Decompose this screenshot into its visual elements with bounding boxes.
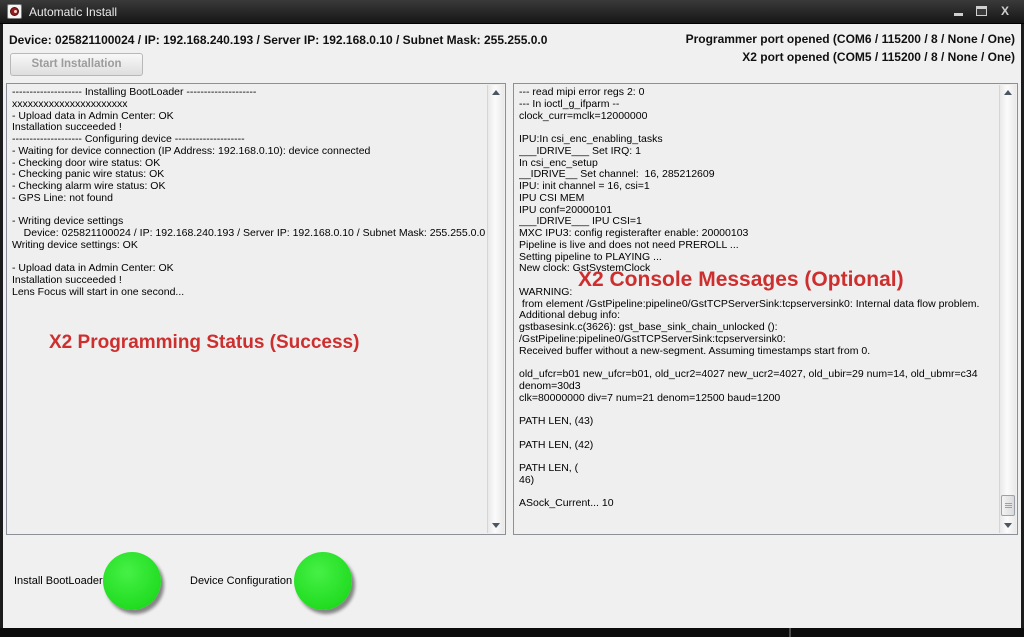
title-bar[interactable] [0,0,1024,24]
programming-status-annotation: X2 Programming Status (Success) [49,332,360,353]
app-icon [7,4,22,19]
close-button[interactable]: X [1000,4,1009,18]
log-line: Installation succeeded ! [12,122,122,134]
log-line: Setting pipeline to PLAYING ... [519,251,662,263]
triangle-up-icon [1004,90,1012,95]
scrollbar-thumb[interactable] [1001,495,1015,516]
log-line [519,451,999,463]
log-line: MXC IPU3: config registerafter enable: 20000103 [519,228,749,239]
log-line: - GPS Line: not found [12,192,113,204]
programmer-port-status: Programmer port opened (COM6 / 115200 / 8 / None / One) [685,32,1015,46]
log-line: - Upload data in Admin Center: OK [12,110,174,122]
console-log-panel[interactable] [513,83,1018,535]
device-configuration-label: Device Configuration [190,575,293,587]
log-line: denom=30d3 [519,380,581,392]
console-log-content [515,85,999,533]
console-log-scrollbar[interactable] [999,85,1016,533]
log-line: IPU conf=20000101 [519,204,613,216]
log-line: xxxxxxxxxxxxxxxxxxxxxx [12,98,128,110]
maximize-button[interactable] [973,4,991,19]
install-bootloader-status-indicator [103,552,161,610]
log-line: IPU CSI MEM [519,192,585,204]
log-line [519,487,999,499]
log-line: Additional debug info: [519,310,620,322]
log-line: --- In ioctl_g_ifparm -- [519,98,620,110]
log-line: Pipeline is live and does not need PREROLL ... [519,239,739,251]
log-line: New clock: GstSystemClock [519,263,651,275]
log-line: - Writing device settings [12,216,124,228]
bootloader-log-panel[interactable] [6,83,506,535]
minimize-icon [954,13,963,16]
log-line: clk=80000000 div=7 num=21 denom=12500 baud=1200 [519,392,781,404]
log-line [519,122,999,134]
log-line: ___IDRIVE___ IPU CSI=1 [519,216,642,228]
log-line: __IDRIVE__ Set channel: 16, 285212609 [519,169,715,181]
log-line: Installation succeeded ! [12,275,122,286]
console-messages-annotation: X2 Console Messages (Optional) [578,268,904,291]
log-line: from element /GstPipeline:pipeline0/GstTCPServerSink:tcpserversink0: Internal data flow problem. [519,298,980,310]
left-log-scrollbar[interactable] [487,85,504,533]
log-line: PATH LEN, (43) [519,416,594,427]
device-configuration-status-indicator [294,552,352,610]
log-line: clock_curr=mclk=12000000 [519,110,648,122]
log-line: In csi_enc_setup [519,157,598,169]
log-line: --- read mipi error regs 2: 0 [519,87,645,98]
log-line: PATH LEN, (42) [519,439,594,451]
log-line: old_ufcr=b01 new_ufcr=b01, old_ucr2=4027 new_ucr2=4027, old_ubir=29 num=14, old_ubmr=c34 [519,369,978,380]
log-line: Lens Focus will start in one second... [12,286,185,298]
install-bootloader-label: Install BootLoader [14,575,103,587]
log-line: Received buffer without a new-segment. Assuming timestamps start from 0. [519,345,871,357]
window-bottom-edge [0,628,1024,637]
log-line: Device: 025821100024 / IP: 192.168.240.193 / Server IP: 192.168.0.10 / Subnet Mask: 255.255.0.0 [12,228,486,239]
log-line: 46) [519,474,535,486]
scroll-up-button[interactable] [1000,85,1016,101]
log-line: - Waiting for device connection (IP Address: 192.168.0.10): device connected [12,145,371,157]
start-installation-button[interactable]: Start Installation [10,53,143,76]
scroll-down-button[interactable] [488,517,504,533]
scroll-up-button[interactable] [488,85,504,101]
triangle-down-icon [1004,523,1012,528]
thumb-grip-icon [1005,503,1012,509]
x2-port-status: X2 port opened (COM5 / 115200 / 8 / None / One) [742,50,1015,64]
log-line [519,404,999,416]
device-info-line: Device: 025821100024 / IP: 192.168.240.193 / Server IP: 192.168.0.10 / Subnet Mask: 255.255.0.0 [9,33,548,47]
bootloader-log-content [8,85,487,533]
log-line: Writing device settings: OK [12,239,138,251]
minimize-button[interactable] [950,4,968,19]
log-line: - Checking door wire status: OK [12,157,161,169]
log-line: gstbasesink.c(3626): gst_base_sink_chain_unlocked (): [519,322,778,333]
log-line [12,252,487,264]
log-line: ___IDRIVE___ Set IRQ: 1 [519,145,641,157]
log-line: ASock_Current... 10 [519,498,614,510]
app-logo-icon [10,7,19,16]
log-line [519,357,999,369]
triangle-down-icon [492,523,500,528]
log-line: IPU: init channel = 16, csi=1 [519,181,650,192]
log-line: -------------------- Installing BootLoader -------------------- [12,87,257,98]
log-line: - Checking alarm wire status: OK [12,181,166,192]
log-line: -------------------- Configuring device -------------------- [12,134,245,145]
log-line: - Upload data in Admin Center: OK [12,263,174,275]
maximize-icon [976,6,987,16]
log-line [12,205,487,217]
log-line: /GstPipeline:pipeline0/GstTCPServerSink:tcpserversink0: [519,333,786,345]
log-line: PATH LEN, ( [519,463,579,474]
triangle-up-icon [492,90,500,95]
scroll-down-button[interactable] [1000,517,1016,533]
log-line [519,428,999,440]
window-title: Automatic Install [29,5,118,19]
log-line: WARNING: [519,286,573,298]
log-line: IPU:In csi_enc_enabling_tasks [519,134,663,145]
log-line: - Checking panic wire status: OK [12,169,165,181]
window-border-left [0,24,3,628]
